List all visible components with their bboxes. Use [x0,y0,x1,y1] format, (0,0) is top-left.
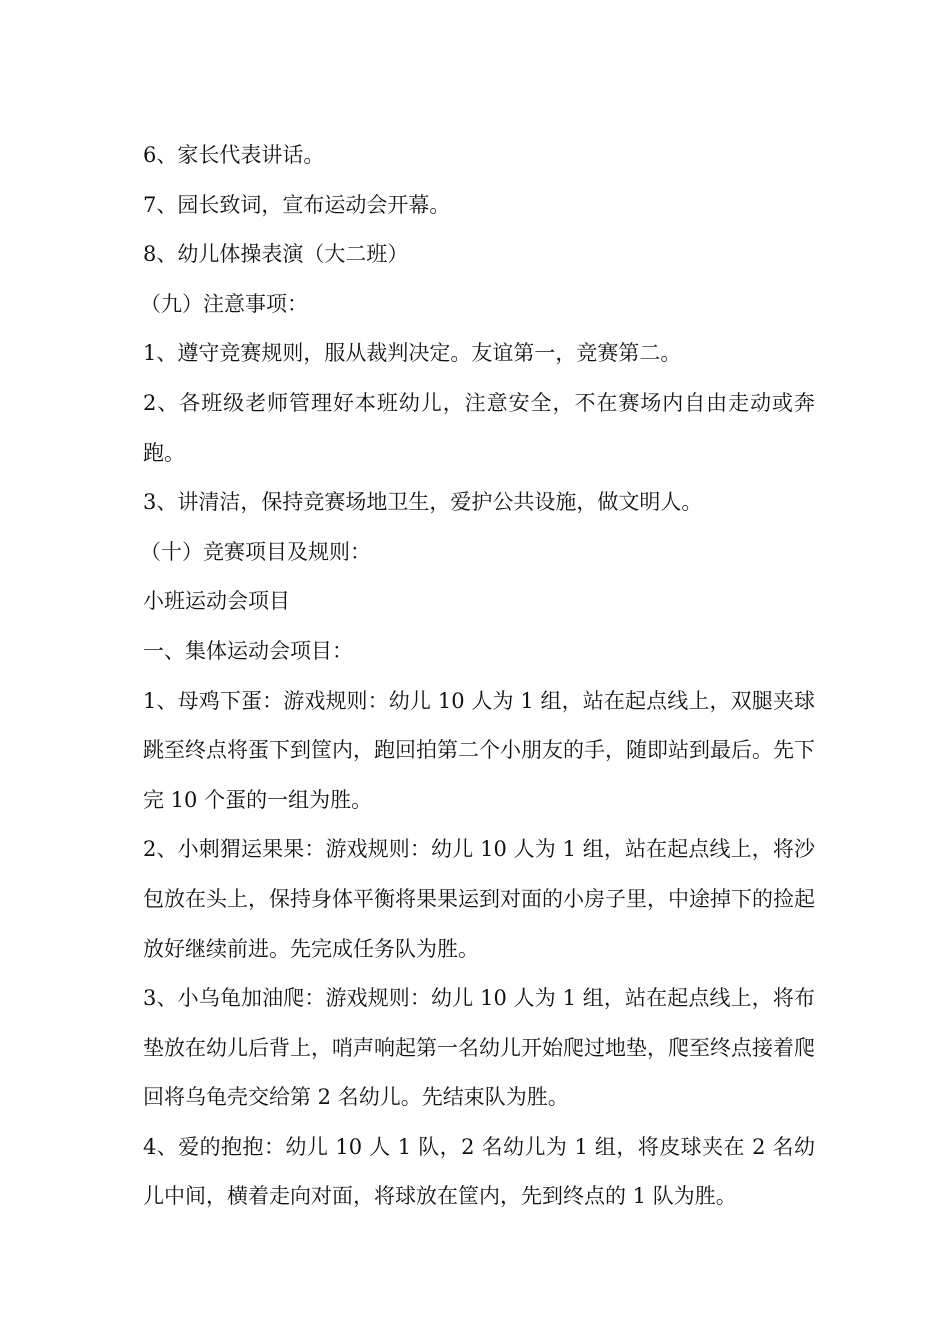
event-item-4: 4、爱的抱抱：幼儿 10 人 1 队，2 名幼儿为 1 组，将皮球夹在 2 名幼儿中间，横着走向对面，将球放在筐内，先到终点的 1 队为胜。 [143,1134,815,1209]
event-item-2: 2、小刺猬运果果：游戏规则：幼儿 10 人为 1 组，站在起点线上，将沙包放在头上，保持身体平衡将果果运到对面的小房子里，中途掉下的捡起放好继续前进。先完成任务队为胜。 [143,837,815,961]
note-item-1: 1、遵守竞赛规则，服从裁判决定。友谊第一，竞赛第二。 [143,341,682,366]
item-6-parent-speech: 6、家长代表讲话。 [143,143,325,167]
document-body [140,131,815,1222]
event-item-3: 3、小乌龟加油爬：游戏规则：幼儿 10 人为 1 组，站在起点线上，将布垫放在幼儿后背上，哨声响起第一名幼儿开始爬过地垫，爬至终点接着爬回将乌龟壳交给第 2 名幼儿。先结束队为胜。 [143,986,815,1110]
event-item-1: 1、母鸡下蛋：游戏规则：幼儿 10 人为 1 组，站在起点线上，双腿夹球跳至终点将蛋下到筐内，跑回拍第二个小朋友的手，随即站到最后。先下完 10 个蛋的一组为胜。 [143,688,815,812]
section-heading-notes: （九）注意事项： [140,291,308,316]
subheading-group-events: 一、集体运动会项目： [143,638,353,663]
note-item-3: 3、讲清洁，保持竞赛场地卫生，爱护公共设施，做文明人。 [143,490,703,515]
item-7-director-speech: 7、园长致词，宣布运动会开幕。 [143,192,451,217]
item-8-gymnastics: 8、幼儿体操表演（大二班） [143,242,409,267]
section-heading-events: （十）竞赛项目及规则： [140,539,371,564]
note-item-2: 2、各班级老师管理好本班幼儿，注意安全，不在赛场内自由走动或奔跑。 [143,390,815,465]
subheading-small-class: 小班运动会项目 [143,589,290,614]
